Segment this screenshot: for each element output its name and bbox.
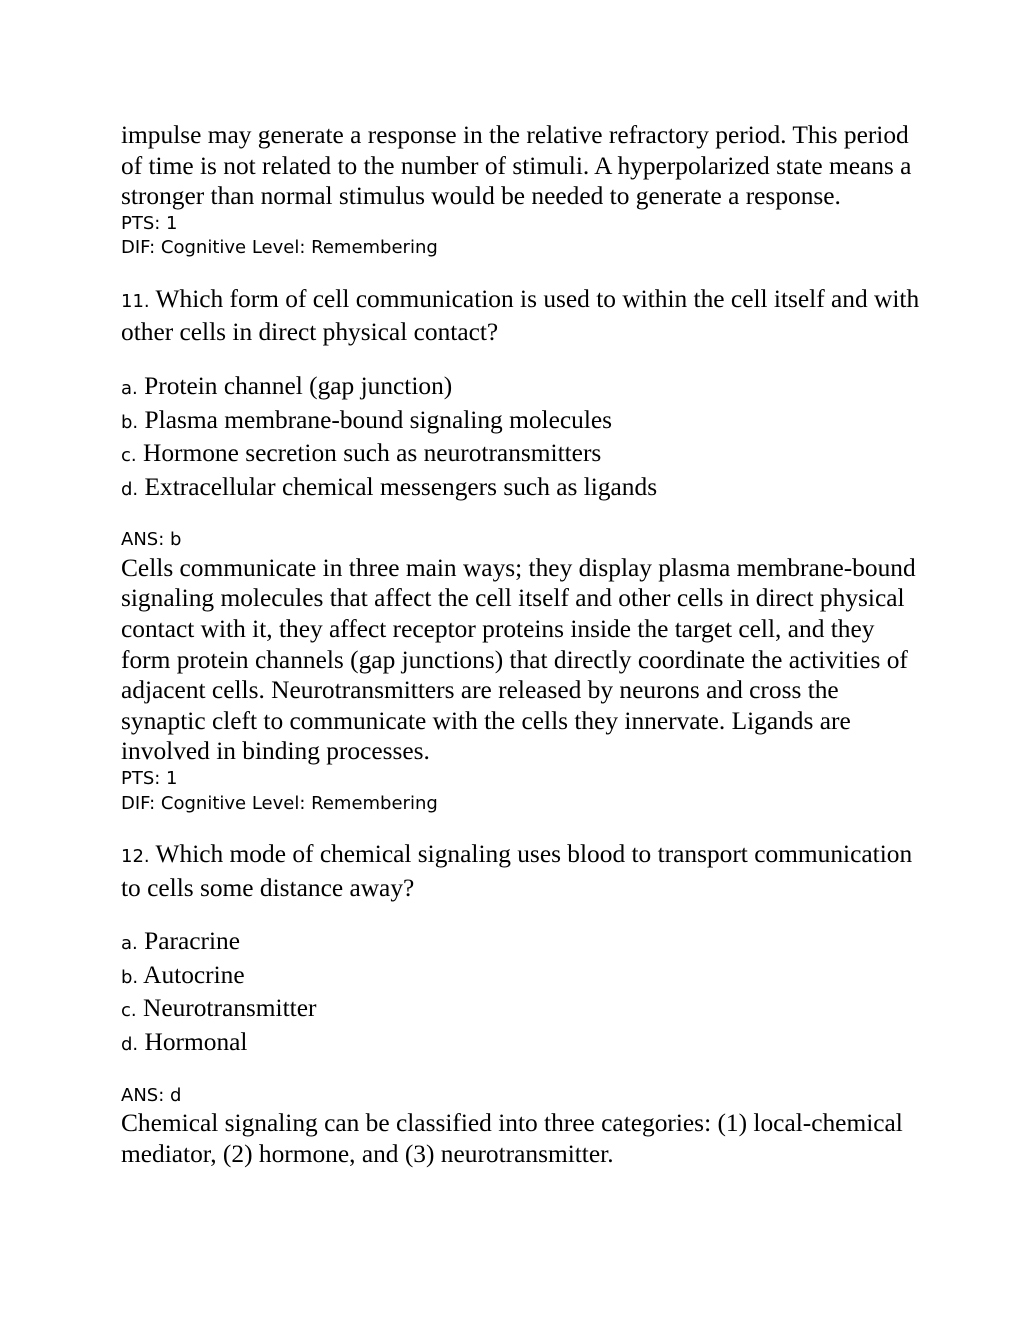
question-11-answer: ANS: b [121,529,182,551]
continued-pts: PTS: 1 [121,212,178,234]
choice-11-b [121,405,921,439]
choice-letter: a. [121,377,138,399]
choice-text: Autocrine [143,960,245,989]
continued-rationale: impulse may generate a response in the relative refractory period. This period of time is not related to the number of stimuli. A hyperpolarized state means a stronger than normal stimulus would be needed to generate a response. [121,121,912,211]
choice-text: Neurotransmitter [142,994,317,1023]
question-12-choices [121,926,921,1060]
question-12-stem [121,839,921,903]
choice-11-c [121,438,921,472]
choice-letter: c. [121,1000,137,1022]
choice-12-a [121,926,921,960]
question-12-number: 12. [121,846,150,867]
question-12-text: Which mode of chemical signaling uses blood to transport communication to cells some distance away? [121,840,913,902]
choice-letter: d. [121,1033,139,1055]
continued-dif: DIF: Cognitive Level: Remembering [121,237,438,259]
choice-text: Hormone secretion such as neurotransmitters [142,439,602,468]
question-11 [121,284,921,816]
choice-12-b [121,960,921,994]
choice-text: Protein channel (gap junction) [144,371,453,400]
choice-text: Hormonal [144,1027,248,1056]
choice-text: Plasma membrane-bound signaling molecules [144,405,613,434]
question-11-number: 11. [121,290,150,312]
choice-text: Paracrine [144,927,240,956]
question-12-answer: ANS: d [121,1084,182,1106]
choice-12-c [121,993,921,1027]
question-11-pts: PTS: 1 [121,768,178,789]
choice-text: Extracellular chemical messengers such as ligands [144,472,658,501]
choice-12-d [121,1027,921,1061]
question-12-rationale: Chemical signaling can be classified into three categories: (1) local-chemical mediator, (2) hormone, and (3) neurotransmitter. [121,1109,903,1168]
choice-letter: a. [121,933,138,955]
choice-letter: b. [121,966,139,988]
choice-letter: d. [121,478,139,500]
question-11-dif: DIF: Cognitive Level: Remembering [121,792,438,814]
question-11-stem [121,284,921,348]
question-12 [121,839,921,1169]
choice-letter: c. [121,445,137,467]
choice-11-d [121,472,921,506]
document-page [121,120,921,1169]
question-11-rationale: Cells communicate in three main ways; they display plasma membrane-bound signaling molecules that affect the cell itself and other cells in direct physical contact with it, they affect receptor proteins inside the target cell, and they form protein channels (gap junctions) that directly coordinate the activities of adjacent cells. Neurotransmitters are released by neurons and cross the synaptic cleft to communicate with the cells they innervate. Ligands are involved in binding processes. [121,553,916,766]
choice-letter: b. [121,411,139,433]
question-11-text: Which form of cell communication is used to within the cell itself and with other cells in direct physical contact? [121,284,920,347]
choice-11-a [121,371,921,405]
question-11-choices [121,371,921,505]
